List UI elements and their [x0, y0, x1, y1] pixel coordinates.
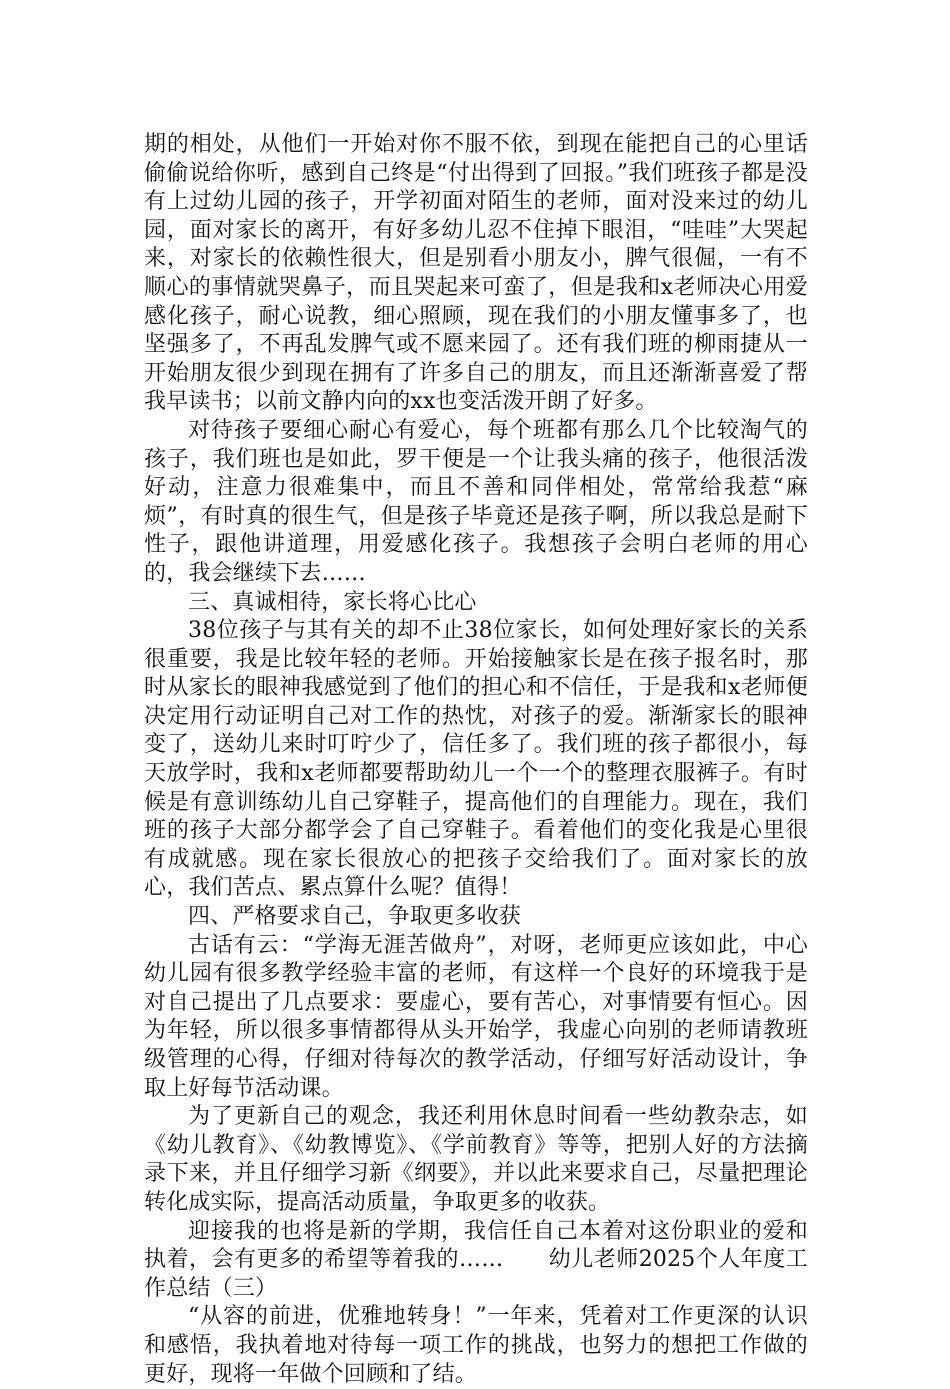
section-heading-4: 四、严格要求自己，争取更多收获 — [188, 904, 522, 930]
paragraph-learning: 为了更新自己的观念，我还利用休息时间看一些幼教杂志，如《幼儿教育》、《幼教博览》、《学前教育》等等，把别人好的方法摘录下来，并且仔细学习新《纲要》，并以此来要求自己，尽量把理论转化成实际，提高活动质量，争取更多的收获。 — [144, 1104, 808, 1215]
paragraph-parents: 38位孩子与其有关的却不止38位家长，如何处理好家长的关系很重要，我是比较年轻的老师。开始接触家长是在孩子报名时，那时从家长的眼神我感觉到了他们的担心和不信任，于是我和x老师便决定用行动证明自己对工作的热忱，对孩子的爱。渐渐家长的眼神变了，送幼儿来时叮咛少了，信任多了。我们班的孩子都很小，每天放学时，我和x老师都要帮助幼儿一个一个的整理衣服裤子。有时候是有意训练幼儿自己穿鞋子，提高他们的自理能力。现在，我们班的孩子大部分都学会了自己穿鞋子。看着他们的变化我是心里很有成就感。现在家长很放心的把孩子交给我们了。面对家长的放心，我们苦点、累点算什么呢？值得！ — [144, 618, 808, 901]
paragraph-review-intro: “从容的前进，优雅地转身！”一年来，凭着对工作更深的认识和感悟，我执着地对待每一项工作的挑战，也努力的想把工作做的更好，现将一年做个回顾和了结。 — [144, 1304, 808, 1387]
paragraph-self-requirements: 古话有云：“学海无涯苦做舟”，对呀，老师更应该如此，中心幼儿园有很多教学经验丰富的老师，有这样一个良好的环境我于是对自己提出了几点要求：要虚心，要有苦心，对事情要有恒心。因为年轻，所以很多事情都得从头开始学，我虚心向别的老师请教班级管理的心得，仔细对待每次的教学活动，仔细写好活动设计，争取上好每节活动课。 — [144, 932, 808, 1101]
section-heading-3: 三、真诚相待，家长将心比心 — [188, 589, 477, 615]
paragraph-new-term: 迎接我的也将是新的学期，我信任自己本着对这份职业的爱和执着，会有更多的希望等着我的…… 幼儿老师2025个人年度工作总结（三） — [144, 1218, 808, 1301]
paragraph-continuation: 期的相处，从他们一开始对你不服不依，到现在能把自己的心里话偷偷说给你听，感到自己终是“付出得到了回报。”我们班孩子都是没有上过幼儿园的孩子，开学初面对陌生的老师，面对没来过的幼儿园，面对家长的离开，有好多幼儿忍不住掉下眼泪，“哇哇”大哭起来，对家长的依赖性很大，但是别看小朋友小，脾气很倔，一有不顺心的事情就哭鼻子，而且哭起来可蛮了，但是我和x老师决心用爱感化孩子，耐心说教，细心照顾，现在我们的小朋友懂事多了，也坚强多了，不再乱发脾气或不愿来园了。还有我们班的柳雨捷从一开始朋友很少到现在拥有了许多自己的朋友，而且还渐渐喜爱了帮我早读书；以前文静内向的xx也变活泼开朗了好多。 — [144, 132, 808, 415]
paragraph-patience: 对待孩子要细心耐心有爱心，每个班都有那么几个比较淘气的孩子，我们班也是如此，罗干便是一个让我头痛的孩子，他很活泼好动，注意力很难集中，而且不善和同伴相处，常常给我惹“麻烦”，有时真的很生气，但是孩子毕竟还是孩子啊，所以我总是耐下性子，跟他讲道理，用爱感化孩子。我想孩子会明白老师的用心的，我会继续下去…… — [144, 417, 808, 586]
document-body — [144, 131, 808, 1389]
